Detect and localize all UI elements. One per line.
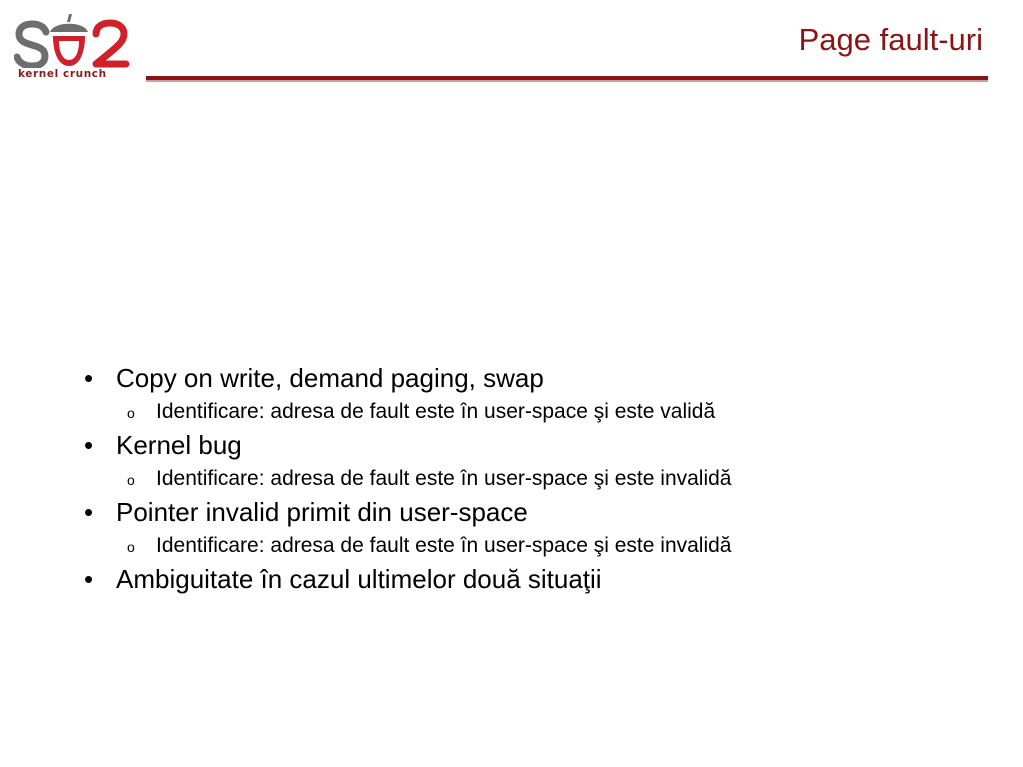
logo-digit-2 [96,23,126,64]
sub-bullet-glyph: o [127,539,135,555]
bullet-glyph: • [84,497,94,527]
bullet-item [80,563,980,596]
sub-bullet-text: Identificare: adresa de fault este în user-space şi este validă [156,400,716,423]
bullet-text: Kernel bug [116,430,242,460]
logo-tagline: kernel crunch [18,68,107,80]
title-underline [146,74,988,84]
bullet-item [80,496,980,529]
sub-bullet-item [80,529,980,563]
sub-bullet-text: Identificare: adresa de fault este în user-space şi este invalidă [156,534,732,557]
slide-title: Page fault-uri [798,22,983,57]
bullet-text: Copy on write, demand paging, swap [116,363,544,393]
sub-bullet-glyph: o [127,405,135,421]
bullet-glyph: • [84,430,94,460]
bullet-item [80,429,980,462]
sub-bullet-glyph: o [127,472,135,488]
sub-bullet-item [80,462,980,496]
acorn-icon [50,14,88,66]
bullet-item [80,362,980,395]
so2-logo-mark [14,12,132,68]
bullet-glyph: • [84,564,94,594]
sub-bullet-text: Identificare: adresa de fault este în user-space şi este invalidă [156,467,732,490]
sub-bullet-item [80,395,980,429]
so2-logo [14,12,132,84]
bullet-text: Pointer invalid primit din user-space [116,497,528,527]
bullet-text: Ambiguitate în cazul ultimelor două situaţii [116,564,602,594]
slide-body [80,362,980,596]
bullet-glyph: • [84,363,94,393]
logo-letter-s [17,24,46,66]
